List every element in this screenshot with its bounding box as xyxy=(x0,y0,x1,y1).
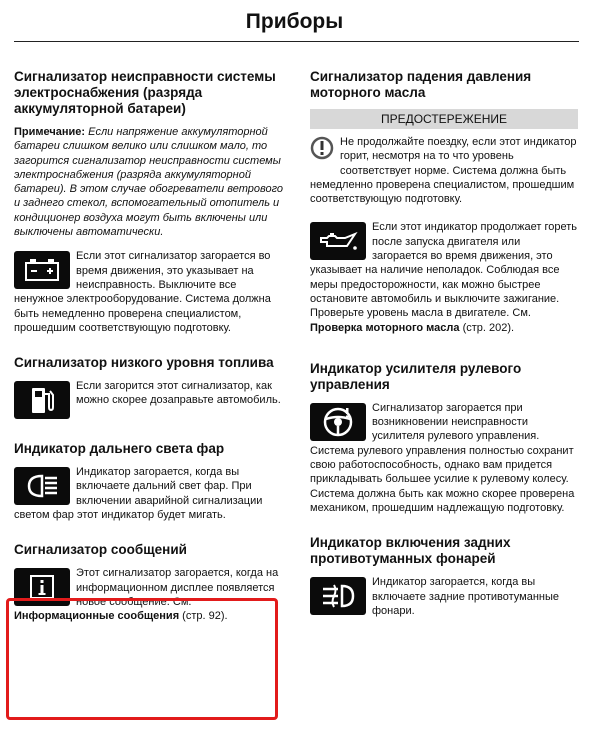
note xyxy=(14,125,284,239)
warning-header: ПРЕДОСТЕРЕЖЕНИЕ xyxy=(310,109,578,129)
rear-fog-lamp-icon xyxy=(310,577,366,615)
page-title: Приборы xyxy=(245,10,344,33)
warning-body xyxy=(310,135,578,206)
note-text: Если напряжение аккумуляторной батареи слишком велико или слишком мало, то загорится сигнализатор неисправности системы электроснабжения (разряда аккумуляторной батареи). В этом случае обогреватели ветрового и заднего стекол, вспомогательный отопитель и кондиционер воздуха могут быть включены или выключены автоматически. xyxy=(14,126,284,239)
section-body xyxy=(14,249,284,335)
cross-reference-link[interactable]: Проверка моторного масла xyxy=(310,321,460,334)
section-title: Индикатор включения задних противотуманных фонарей xyxy=(310,535,511,567)
body-text: Индикатор загорается, когда вы включаете дальний свет фар. При включении аварийной сигнализации светом фар этот индикатор будет мигать. xyxy=(14,466,263,522)
oil-can-icon xyxy=(310,222,366,260)
left-column xyxy=(14,69,284,644)
battery-icon xyxy=(14,251,70,289)
section-body xyxy=(14,379,284,408)
highlight-frame xyxy=(6,595,278,720)
body-text: Этот сигнализатор загорается, когда на информационном дисплее появляется новое сообщение. xyxy=(76,567,279,608)
see-label: См. xyxy=(512,307,531,320)
section-title: Сигнализатор падения давления моторного масла xyxy=(310,69,532,100)
body-text: Сигнализатор загорается при возникновении неисправности усилителя рулевого управления. Система рулевого управления полностью сохранит свою работоспособность, однако вам придется прикладывать большее усилие к рулевому колесу. Система должна быть как можно скорее проверена механиком, прошедшим надлежащую подготовку. xyxy=(310,401,575,514)
steering-wheel-warning-icon xyxy=(310,403,366,441)
exclamation-circle-icon xyxy=(310,136,334,164)
section-oil-pressure xyxy=(310,69,578,335)
body-text: Индикатор загорается, когда вы включаете задние противотуманные фонари. xyxy=(372,576,559,617)
section-title: Сигнализатор сообщений xyxy=(14,542,187,558)
section-low-fuel xyxy=(14,355,284,421)
fuel-pump-icon xyxy=(14,381,70,419)
warning-text: Не продолжайте поездку, если этот индикатор горит, несмотря на то что уровень соответствует норме. Система должна быть немедленно проверена специалистом, прошедшим соответствующую подготовку. xyxy=(310,136,577,206)
section-charging-warning xyxy=(14,69,284,335)
section-high-beam xyxy=(14,441,284,522)
section-title: Индикатор дальнего света фар xyxy=(14,441,225,457)
title-divider xyxy=(14,41,579,42)
section-title: Сигнализатор низкого уровня топлива xyxy=(14,355,274,371)
right-column xyxy=(310,69,578,638)
body-text: Если загорится этот сигнализатор, как можно скорее дозаправьте автомобиль. xyxy=(76,380,281,407)
body-text: Если этот индикатор продолжает гореть после запуска двигателя или загорается во время движения, это указывает на наличие неполадок. Соблюдая все меры предосторожности, как можно быстрее остановите автомобиль и выключите зажигание. Проверьте уровень масла в двигателе. xyxy=(310,221,578,320)
section-body xyxy=(310,220,578,334)
note-label: Примечание: xyxy=(14,126,86,138)
section-body xyxy=(14,465,284,522)
page-reference: (стр. 92). xyxy=(182,610,228,623)
section-body xyxy=(310,401,578,515)
cross-reference-link[interactable]: Информационные сообщения xyxy=(14,610,180,623)
section-rear-fog xyxy=(310,535,578,618)
body-text: Если этот сигнализатор загорается во время движения, это указывает на неисправность. Выключите все ненужное электрооборудование. Система должна быть немедленно проверена специалистом, прошедшим соответствующую подготовку. xyxy=(14,250,271,334)
section-title: Сигнализатор неисправности системы электроснабжения (разряда аккумуляторной батареи) xyxy=(14,69,276,116)
high-beam-icon xyxy=(14,467,70,505)
section-body xyxy=(310,575,578,618)
page-reference: (стр. 202). xyxy=(462,321,515,334)
section-power-steering xyxy=(310,361,578,515)
section-title: Индикатор усилителя рулевого управления xyxy=(310,360,522,392)
see-label: См. xyxy=(172,595,192,608)
